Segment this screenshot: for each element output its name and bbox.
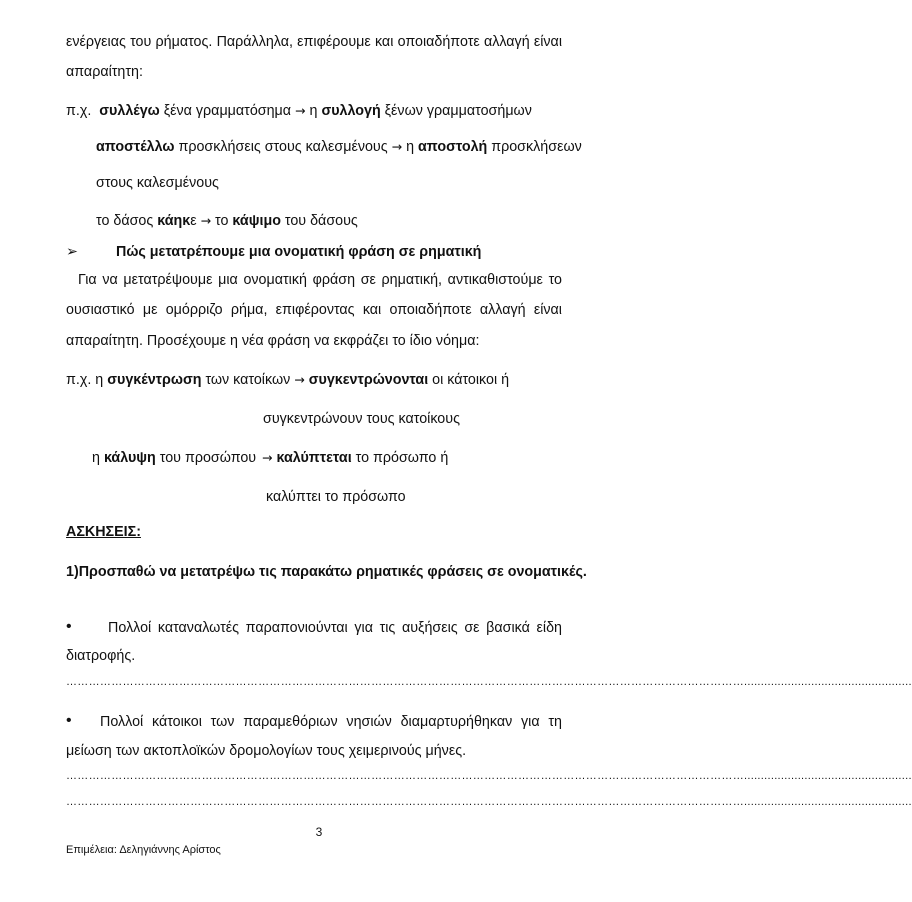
text: π.χ. η (66, 372, 108, 388)
intro-line-1: ενέργειας του ρήματος. Παράλληλα, επιφέρουμε και οποιαδήποτε αλλαγή είναι (66, 34, 562, 50)
section-para-line-3: απαραίτητη. Προσέχουμε η νέα φράση να εκφράζει το ίδιο νόημα: (66, 333, 480, 349)
text: του δάσους (280, 213, 358, 229)
exercise-item-2-line-2: μείωση των ακτοπλοϊκών δρομολογίων τους χειμερινούς μήνες. (66, 743, 467, 759)
answer-line[interactable]: ……………………………………………………………………………………………………………………………………………………………….................................................. (66, 796, 912, 808)
example1-line-1 (66, 101, 532, 121)
bullet-icon: • (66, 712, 72, 729)
text: προσκλήσεων (487, 139, 582, 155)
text: των κατοίκων (201, 372, 295, 388)
text: η (92, 450, 104, 466)
section-para-line-2: ουσιαστικό με ομόρριζο ρήμα, επιφέροντας και οποιαδήποτε αλλαγή είναι (66, 302, 562, 318)
example1-line-2 (96, 137, 582, 157)
exercise-item-1-line-2: διατροφής. (66, 648, 136, 664)
bold-verb: αποστέλλω (96, 139, 175, 155)
section-heading: Πώς μετατρέπουμε μια ονοματική φράση σε ρηματική (116, 244, 482, 260)
example-prefix: π.χ. (66, 103, 92, 119)
arrow-right-icon: → (200, 213, 212, 228)
text: του προσώπου (155, 450, 257, 466)
text: ξένα γραμματόσημα (159, 103, 296, 119)
bold-noun: κάψιμο (232, 213, 281, 229)
arrow-right-icon: → (294, 372, 305, 387)
text: οι κάτοικοι ή (428, 372, 510, 388)
arrow-right-icon: → (262, 450, 273, 465)
bold-verb: κάηκ (157, 213, 191, 229)
text: η (305, 103, 322, 119)
text: το δάσος (96, 213, 158, 229)
bold-noun: κάλυψη (103, 450, 156, 466)
exercise-item-2-line-1: Πολλοί κάτοικοι των παραμεθόριων νησιών διαμαρτυρήθηκαν για τη (100, 714, 562, 730)
text: το πρόσωπο ή (351, 450, 449, 466)
example2-alt-2: καλύπτει το πρόσωπο (266, 489, 406, 505)
bold-verb: συλλέγω (99, 103, 160, 119)
example2-line-2-right (262, 448, 448, 468)
footer-author: Επιμέλεια: Δεληγιάννης Αρίστος (66, 844, 221, 856)
text: το (211, 213, 233, 229)
bold-verb: συγκεντρώνονται (308, 372, 429, 388)
example2-line-2 (92, 448, 256, 468)
text: προσκλήσεις στους καλεσμένους (174, 139, 392, 155)
section-para-line-1: Για να μετατρέψουμε μια ονοματική φράση σε ρηματική, αντικαθιστούμε το (78, 272, 562, 288)
section-bullet-icon: ➢ (66, 244, 78, 260)
example1-line-3: στους καλεσμένους (96, 175, 219, 191)
intro-line-2: απαραίτητη: (66, 64, 143, 80)
text: ξένων γραμματοσήμων (380, 103, 532, 119)
bold-noun: αποστολή (418, 139, 488, 155)
bullet-icon: • (66, 618, 72, 635)
bold-verb: καλύπτεται (276, 450, 352, 466)
text: ε (190, 213, 201, 229)
example2-alt-1: συγκεντρώνουν τους κατοίκους (263, 411, 460, 427)
exercise-task-1: 1)Προσπαθώ να μετατρέψω τις παρακάτω ρηματικές φράσεις σε ονοματικές. (66, 564, 587, 580)
arrow-right-icon: → (295, 103, 306, 118)
text: η (402, 139, 418, 155)
exercises-title: ΑΣΚΗΣΕΙΣ: (66, 524, 141, 540)
answer-line[interactable]: ……………………………………………………………………………………………………………………………………………………………….................................................. (66, 676, 912, 688)
bold-noun: συγκέντρωση (107, 372, 202, 388)
arrow-right-icon: → (391, 139, 403, 154)
exercise-item-1-line-1: Πολλοί καταναλωτές παραπονιούνται για τις αυξήσεις σε βασικά είδη (108, 620, 562, 636)
bold-noun: συλλογή (321, 103, 381, 119)
example1-line-4 (96, 211, 358, 231)
answer-line[interactable]: ……………………………………………………………………………………………………………………………………………………………….................................................. (66, 770, 912, 782)
page-number: 3 (315, 825, 323, 839)
example2-line-1 (66, 370, 509, 390)
